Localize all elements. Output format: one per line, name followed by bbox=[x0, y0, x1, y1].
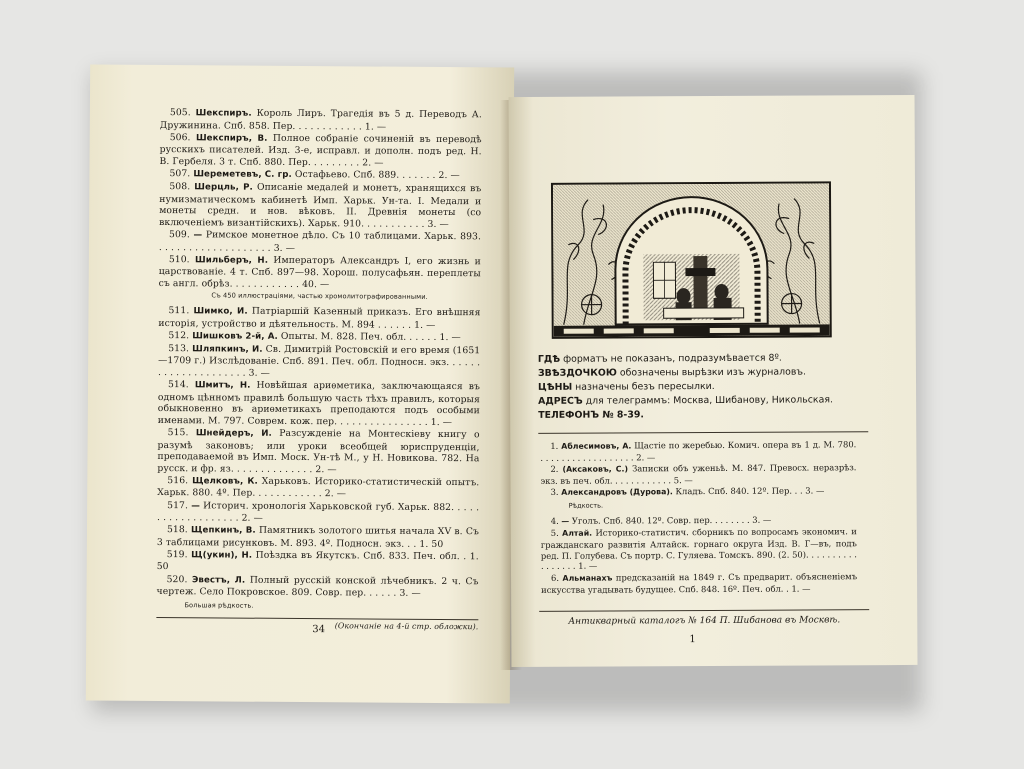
entry-number: 515. bbox=[167, 427, 189, 439]
catalog-entry bbox=[157, 524, 479, 550]
entry-author: Аблесимовъ, А. bbox=[561, 441, 632, 451]
entry-number: 509. bbox=[169, 229, 190, 241]
entry-number: 516. bbox=[167, 474, 189, 487]
header-rule bbox=[538, 431, 868, 434]
continuation-note: (Окончаніе на 4-й стр. обложки). bbox=[334, 621, 479, 632]
entry-number: 514. bbox=[167, 379, 189, 391]
entry-text: Записки объ уженьѣ. М. 847. Превосх. неразрѣз. экз. въ печ. обл. . . . . . . . . . . . 5. — bbox=[540, 462, 857, 486]
entry-text: Щастіе по жеребью. Комич. опера въ 1 д. М. 780. . . . . . . . . . . . . . . . . . . 2. — bbox=[540, 439, 857, 463]
rarity-note: Рѣдкость. bbox=[568, 501, 604, 510]
entry-author: Эвестъ, Л. bbox=[191, 574, 246, 586]
entry-list bbox=[159, 107, 482, 292]
catalog-term-line bbox=[538, 407, 868, 423]
entry-author: Шимко, И. bbox=[193, 306, 248, 317]
catalog-entry bbox=[540, 462, 856, 486]
entry-text: Св. Димитрій Ростовскій и его время (1651—1709 г.) Изслѣдованіе. Спб. 891. Печ. обл. Подносн. экз. . . . . . . . . . . . . . . . . . . . . 3. — bbox=[158, 343, 481, 379]
woodcut-illustration bbox=[553, 183, 830, 336]
entry-number: 506. bbox=[169, 131, 191, 143]
entry-author: Шекспиръ, В. bbox=[195, 132, 268, 144]
catalog-entry bbox=[158, 305, 480, 331]
page-number: 1 bbox=[689, 634, 696, 646]
term-text: форматъ не показанъ, подразумѣвается 8º. bbox=[560, 352, 782, 365]
entry-author: Шильберъ, Н. bbox=[195, 254, 269, 266]
entry-number: 520. bbox=[166, 573, 188, 585]
catalog-entry bbox=[160, 107, 482, 133]
entry-list bbox=[157, 305, 481, 600]
term-keyword: ЦѢНЫ bbox=[538, 381, 573, 393]
right-page bbox=[509, 95, 918, 667]
catalog-entry bbox=[541, 514, 857, 527]
entry-text: Разсужденіе на Монтескіеву книгу о разумѣ законовъ; или уроки всеобщей юриспруденціи, преподаваемой въ Имп. Моск. Ун-тѣ М., у Н. Новикова. 782. На русск. и фр. яз. . . . . . . . . . . . . . 2. — bbox=[157, 427, 480, 475]
entry-author: Шекспиръ. bbox=[195, 108, 252, 119]
entry-author: Щелковъ, К. bbox=[192, 476, 258, 487]
entry-number: 517. bbox=[167, 499, 189, 511]
footer-rule bbox=[539, 609, 869, 612]
catalog-entry bbox=[158, 330, 480, 345]
term-keyword: ЗВѢЗДОЧКОЮ bbox=[537, 367, 617, 379]
entry-text: Патріаршій Казенный приказъ. Его внѣшняя исторія, устройство и дѣятельность. М. 894 . . . . . . 1. — bbox=[158, 305, 481, 331]
catalog-entry bbox=[160, 132, 482, 170]
entry-number: 513. bbox=[168, 342, 190, 355]
illustration-note: Съ 450 иллюстраціями, частью хромолитографированными. bbox=[211, 291, 428, 302]
entry-text: Историко-статистич. сборникъ по вопросамъ экономич. и гражданскаго развитія Алтайск. горнаго округа Изд. В. Г—въ, подъ ред. П. Голубева. Съ портр. С. Гуляева. Томскъ. 890. (2. 50). . . . . . . . . . . . . . . . . 1. — bbox=[540, 526, 857, 572]
entry-text: Историч. хронологія Харьковской губ. Харьк. 882. . . . . . . . . . . . . . . . . . . 2. — bbox=[157, 499, 480, 524]
entry-author: — bbox=[561, 516, 570, 526]
entry-author: Алтай. bbox=[562, 528, 593, 538]
right-page-text bbox=[540, 439, 857, 596]
catalog-entry bbox=[541, 571, 857, 595]
entry-text: Римское монетное дѣло. Съ 10 таблицами. Харьк. 893. . . . . . . . . . . . . . . . . . . . 3. — bbox=[158, 229, 482, 254]
catalog-entry bbox=[157, 475, 479, 501]
catalog-entry bbox=[159, 181, 481, 231]
entry-number: 3. bbox=[550, 486, 559, 498]
entry-text: Описаніе медалей и монетъ, хранящихся въ нумизматическомъ кабинетѣ Имп. Харьк. Ун-та. I. Медали и монеты средн. и нов. вѣковъ. II. Древнія монеты (со включеніемъ византійскихъ). Харьк. 910. . . . . . . . . . . 3. — bbox=[159, 181, 482, 230]
catalog-entry bbox=[157, 574, 479, 600]
entry-number: 507. bbox=[169, 168, 191, 180]
entry-text: Уголъ. Спб. 840. 12º. Совр. пер. . . . . . . . 3. — bbox=[571, 514, 772, 526]
catalog-entry bbox=[157, 427, 479, 477]
entry-text: Императоръ Александръ I, его жизнь и царствованіе. 4 т. Спб. 897—98. Хорош. полусафьян. переплеты съ англ. обрѣз. . . . . . . . . . . . 40. — bbox=[158, 254, 481, 291]
catalog-terms bbox=[538, 351, 868, 423]
catalog-term-line bbox=[538, 393, 868, 409]
term-keyword: АДРЕСЪ bbox=[538, 395, 583, 407]
catalog-entry bbox=[541, 526, 857, 572]
catalog-entry bbox=[159, 254, 481, 292]
entry-author: Шляпкинъ, И. bbox=[192, 344, 263, 355]
entry-author: Александровъ (Дурова). bbox=[561, 487, 673, 497]
term-keyword: ТЕЛЕФОНЪ № 8-39. bbox=[538, 409, 644, 421]
entry-text: Полный русскій конской лѣчебникъ. 2 ч. Съ чертеж. Село Покровское. 809. Совр. пер. . . . . . 3. — bbox=[156, 574, 479, 600]
entry-number: 1. bbox=[550, 440, 559, 451]
entry-text: Поѣздка въ Якутскъ. Спб. 833. Печ. обл. . 1. 50 bbox=[156, 549, 479, 573]
entry-text: Остафьево. Спб. 889. . . . . . . 2. — bbox=[294, 168, 460, 182]
entry-author: Шмитъ, Н. bbox=[194, 380, 251, 391]
entry-number: 511. bbox=[168, 305, 190, 317]
entry-author: Шишковъ 2-й, А. bbox=[192, 330, 278, 342]
catalog-entry bbox=[157, 549, 479, 575]
entry-text: Новѣйшая ариѳметика, заключающаяся въ одномъ цѣнномъ правилѣ большую часть тѣхъ правилъ, которыя обыкновенно въ ариѳметикахъ преподаются подъ особыми именами. М. 797. Соврем. кож. пер. . . . . . . . . . . . . . . . 1. — bbox=[157, 379, 481, 428]
entry-author: (Аксаковъ, С.) bbox=[562, 464, 629, 474]
term-keyword: ГДѢ bbox=[537, 353, 561, 365]
left-page-text bbox=[156, 107, 482, 636]
catalog-entry bbox=[157, 500, 479, 526]
entry-text: предсказаній на 1849 г. Съ предварит. объясненіемъ искусства угадывать будущее. Спб. 848. 16º. Печ. обл. . 1. — bbox=[541, 571, 858, 595]
entry-author: Щепкинъ, В. bbox=[191, 525, 256, 536]
term-text: для телеграммъ: Москва, Шибанову, Никольская. bbox=[582, 394, 833, 407]
entry-text: Король Лиръ. Трагедія въ 5 д. Переводъ А. Дружинина. Спб. 858. Пер. . . . . . . . . . . . 1. — bbox=[159, 107, 482, 133]
entry-number: 6. bbox=[551, 572, 560, 583]
entry-text: Полное собраніе сочиненій въ переводѣ русскихъ писателей. Изд. 3-е, исправл. и дополн. подъ ред. Н. В. Гербеля. 3 т. Спб. 880. Пер. . . . . . . . . 2. — bbox=[159, 132, 482, 169]
entry-author: Щ(укин), Н. bbox=[191, 550, 253, 561]
entry-list bbox=[541, 514, 857, 595]
catalog-entry bbox=[540, 439, 856, 463]
entry-text: Кладъ. Спб. 840. 12º. Пер. . . 3. — bbox=[675, 485, 825, 497]
rarity-note: Большая рѣдкость. bbox=[184, 600, 254, 610]
entry-number: 518. bbox=[166, 524, 188, 536]
catalog-entry bbox=[158, 343, 480, 381]
page-number: 34 bbox=[312, 624, 326, 636]
entry-text: Опыты. М. 828. Печ. обл. . . . . . 1. — bbox=[280, 330, 461, 343]
catalog-caption: Антикварный каталогъ № 164 П. Шибанова въ Москвѣ. bbox=[568, 615, 841, 627]
entry-author: — bbox=[191, 500, 200, 511]
entry-author: Шнейдеръ, И. bbox=[195, 428, 272, 439]
entry-number: 4. bbox=[550, 515, 559, 526]
entry-author: — bbox=[193, 230, 203, 241]
entry-number: 519. bbox=[166, 548, 188, 561]
printing-press-woodcut bbox=[551, 181, 832, 338]
entry-number: 512. bbox=[168, 329, 190, 341]
catalog-entry bbox=[541, 485, 857, 498]
entry-author: Шерцль, Р. bbox=[194, 182, 253, 193]
entry-number: 508. bbox=[169, 181, 191, 193]
entry-author: Шереметевъ, С. гр. bbox=[193, 169, 292, 180]
entry-text: Памятникъ золотого шитья начала XV в. Съ 3 таблицами рисунковъ. М. 893. 4º. Подносн. экз. . . 1. 50 bbox=[156, 524, 479, 550]
catalog-entry bbox=[159, 229, 481, 255]
entry-number: 510. bbox=[168, 253, 190, 265]
entry-list bbox=[540, 439, 856, 499]
entry-text: Харьковъ. Историко-статистическій опытъ. Харьк. 880. 4º. Пер. . . . . . . . . . . . 2. — bbox=[157, 475, 480, 500]
entry-number: 505. bbox=[169, 107, 191, 119]
term-text: обозначены вырѣзки изъ журналовъ. bbox=[616, 366, 807, 379]
entry-number: 5. bbox=[550, 527, 559, 538]
left-page bbox=[86, 65, 514, 704]
entry-author: Альманахъ bbox=[562, 573, 613, 583]
term-text: назначены безъ пересылки. bbox=[572, 380, 715, 393]
entry-number: 2. bbox=[550, 463, 559, 474]
catalog-entry bbox=[158, 379, 480, 429]
